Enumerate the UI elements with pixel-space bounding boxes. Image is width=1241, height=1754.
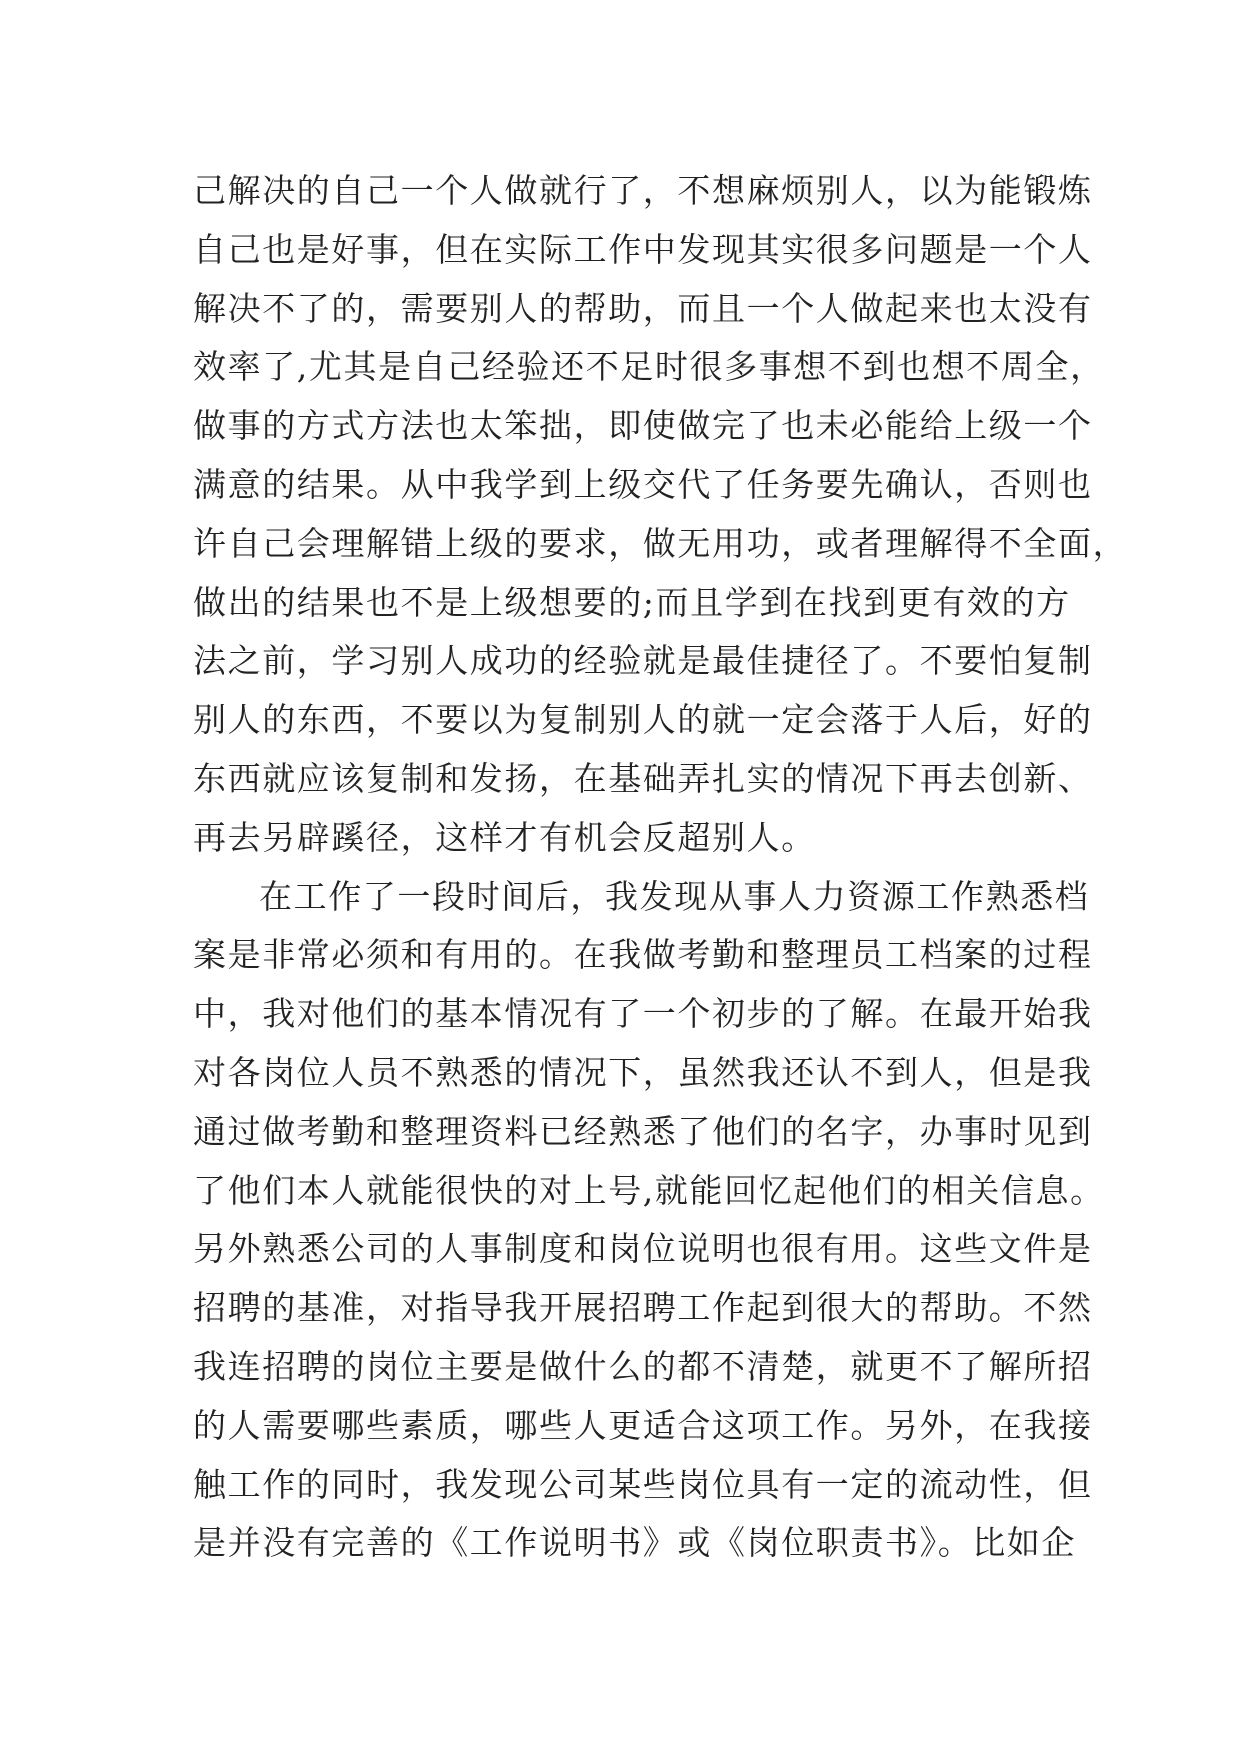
text-line: 别人的东西，不要以为复制别人的就一定会落于人后，好的	[193, 700, 1093, 740]
paragraph-2	[193, 868, 1105, 1574]
text-line: 我连招聘的岗位主要是做什么的都不清楚，就更不了解所招	[193, 1346, 1093, 1386]
text-line: 解决不了的，需要别人的帮助，而且一个人做起来也太没有	[193, 288, 1093, 328]
text-line: 效率了,尤其是自己经验还不足时很多事想不到也想不周全，	[193, 347, 1105, 387]
text-line: 对各岗位人员不熟悉的情况下，虽然我还认不到人，但是我	[193, 1052, 1093, 1092]
text-line: 中，我对他们的基本情况有了一个初步的了解。在最开始我	[193, 994, 1093, 1034]
text-line: 通过做考勤和整理资料已经熟悉了他们的名字，办事时见到	[193, 1111, 1093, 1151]
paragraph-1	[193, 162, 1128, 868]
body-text	[193, 162, 1128, 1573]
text-line: 做事的方式方法也太笨拙，即使做完了也未必能给上级一个	[193, 406, 1093, 446]
text-line: 做出的结果也不是上级想要的;而且学到在找到更有效的方	[193, 582, 1071, 622]
text-line: 法之前，学习别人成功的经验就是最佳捷径了。不要怕复制	[193, 641, 1093, 681]
text-line: 案是非常必须和有用的。在我做考勤和整理员工档案的过程	[193, 935, 1093, 975]
text-line: 另外熟悉公司的人事制度和岗位说明也很有用。这些文件是	[193, 1229, 1093, 1269]
text-line: 触工作的同时，我发现公司某些岗位具有一定的流动性，但	[193, 1464, 1093, 1504]
text-line-indented: 在工作了一段时间后，我发现从事人力资源工作熟悉档	[259, 876, 1090, 916]
text-line: 满意的结果。从中我学到上级交代了任务要先确认，否则也	[193, 464, 1093, 504]
text-line: 东西就应该复制和发扬，在基础弄扎实的情况下再去创新、	[193, 758, 1093, 798]
text-line: 许自己会理解错上级的要求，做无用功，或者理解得不全面，	[193, 523, 1128, 563]
text-line: 的人需要哪些素质，哪些人更适合这项工作。另外，在我接	[193, 1405, 1093, 1445]
text-line: 再去另辟蹊径，这样才有机会反超别人。	[193, 817, 816, 857]
text-line: 己解决的自己一个人做就行了，不想麻烦别人，以为能锻炼	[193, 171, 1093, 210]
text-line: 了他们本人就能很快的对上号,就能回忆起他们的相关信息。	[193, 1170, 1105, 1210]
text-line: 是并没有完善的《工作说明书》或《岗位职责书》。比如企	[193, 1523, 1077, 1563]
text-line: 招聘的基准，对指导我开展招聘工作起到很大的帮助。不然	[193, 1288, 1093, 1328]
text-line: 自己也是好事，但在实际工作中发现其实很多问题是一个人	[193, 229, 1093, 269]
